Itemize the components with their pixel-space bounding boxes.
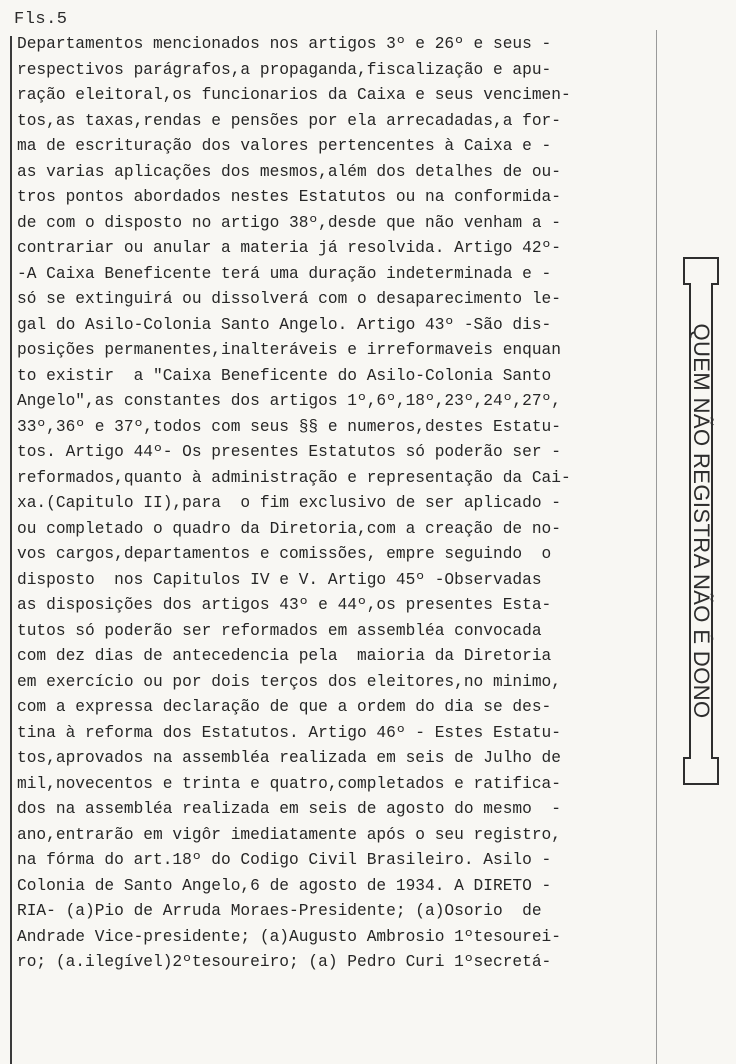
- text-line: Colonia de Santo Angelo,6 de agosto de 1934. A DIRETO -: [17, 876, 552, 895]
- text-line: xa.(Capitulo II),para o fim exclusivo de ser aplicado -: [17, 494, 561, 512]
- text-line: ração eleitoral,os funcionarios da Caixa e seus vencimen-: [17, 86, 571, 104]
- text-line: tutos só poderão ser reformados em assembléa convocada: [17, 621, 542, 640]
- text-line: RIA- (a)Pio de Arruda Moraes-Presidente; (a)Osorio de: [17, 902, 542, 920]
- text-line: as disposições dos artigos 43º e 44º,os presentes Esta-: [17, 596, 552, 614]
- text-line: com dez dias de antecedencia pela maioria da Diretoria: [17, 647, 552, 665]
- text-line: ou completado o quadro da Diretoria,com a creação de no-: [17, 519, 561, 538]
- text-line: gal do Asilo-Colonia Santo Angelo. Artigo 43º -São dis-: [17, 315, 552, 334]
- text-line: tos,aprovados na assembléa realizada em seis de Julho de: [17, 749, 561, 767]
- text-line: só se extinguirá ou dissolverá com o desaparecimento le-: [17, 290, 561, 308]
- text-line: reformados,quanto à administração e representação da Cai-: [17, 468, 571, 487]
- stamp-text: QUEM NÃO REGISTRA NÃO É DONO: [689, 323, 714, 719]
- text-line: de com o disposto no artigo 38º,desde que não venham a -: [17, 213, 561, 232]
- text-line: vos cargos,departamentos e comissões, empre seguindo o: [17, 545, 552, 563]
- typed-body-text: [17, 32, 657, 976]
- text-line: ma de escrituração dos valores pertencentes à Caixa e -: [17, 137, 552, 155]
- text-line: disposto nos Capitulos IV e V. Artigo 45º -Observadas: [17, 570, 542, 589]
- text-line: posições permanentes,inalteráveis e irreformaveis enquan: [17, 341, 561, 359]
- left-margin-rule: [10, 36, 12, 1064]
- text-line: contrariar ou anular a materia já resolvida. Artigo 42º-: [17, 239, 561, 257]
- text-line: respectivos parágrafos,a propaganda,fiscalização e apu-: [17, 60, 552, 79]
- text-line: ano,entrarão em vigôr imediatamente após o seu registro,: [17, 825, 561, 844]
- text-line: Departamentos mencionados nos artigos 3º e 26º e seus -: [17, 35, 552, 53]
- text-line: mil,novecentos e trinta e quatro,completados e ratifica-: [17, 774, 561, 793]
- text-line: to existir a "Caixa Beneficente do Asilo-Colonia Santo: [17, 366, 552, 385]
- text-line: tros pontos abordados nestes Estatutos ou na conformida-: [17, 188, 561, 206]
- text-line: dos na assembléa realizada em seis de agosto do mesmo -: [17, 800, 561, 818]
- text-line: em exercício ou por dois terços dos eleitores,no minimo,: [17, 672, 561, 691]
- text-line: Andrade Vice-presidente; (a)Augusto Ambrosio 1ºtesourei-: [17, 927, 561, 946]
- text-line: 33º,36º e 37º,todos com seus §§ e numeros,destes Estatu-: [17, 417, 561, 436]
- text-line: com a expressa declaração de que a ordem do dia se des-: [17, 698, 552, 716]
- folio-number: Fls.5: [14, 10, 68, 29]
- text-line: tina à reforma dos Estatutos. Artigo 46º - Estes Estatu-: [17, 723, 561, 742]
- text-line: -A Caixa Beneficente terá uma duração indeterminada e -: [17, 264, 552, 283]
- registry-stamp: [678, 254, 724, 788]
- text-line: ro; (a.ilegível)2ºtesoureiro; (a) Pedro Curi 1ºsecretá-: [17, 953, 552, 971]
- text-line: na fórma do art.18º do Codigo Civil Brasileiro. Asilo -: [17, 851, 552, 869]
- text-line: Angelo",as constantes dos artigos 1º,6º,18º,23º,24º,27º,: [17, 392, 561, 410]
- text-line: as varias aplicações dos mesmos,além dos detalhes de ou-: [17, 162, 561, 181]
- text-line: tos,as taxas,rendas e pensões por ela arrecadadas,a for-: [17, 111, 561, 130]
- text-line: tos. Artigo 44º- Os presentes Estatutos só poderão ser -: [17, 443, 561, 461]
